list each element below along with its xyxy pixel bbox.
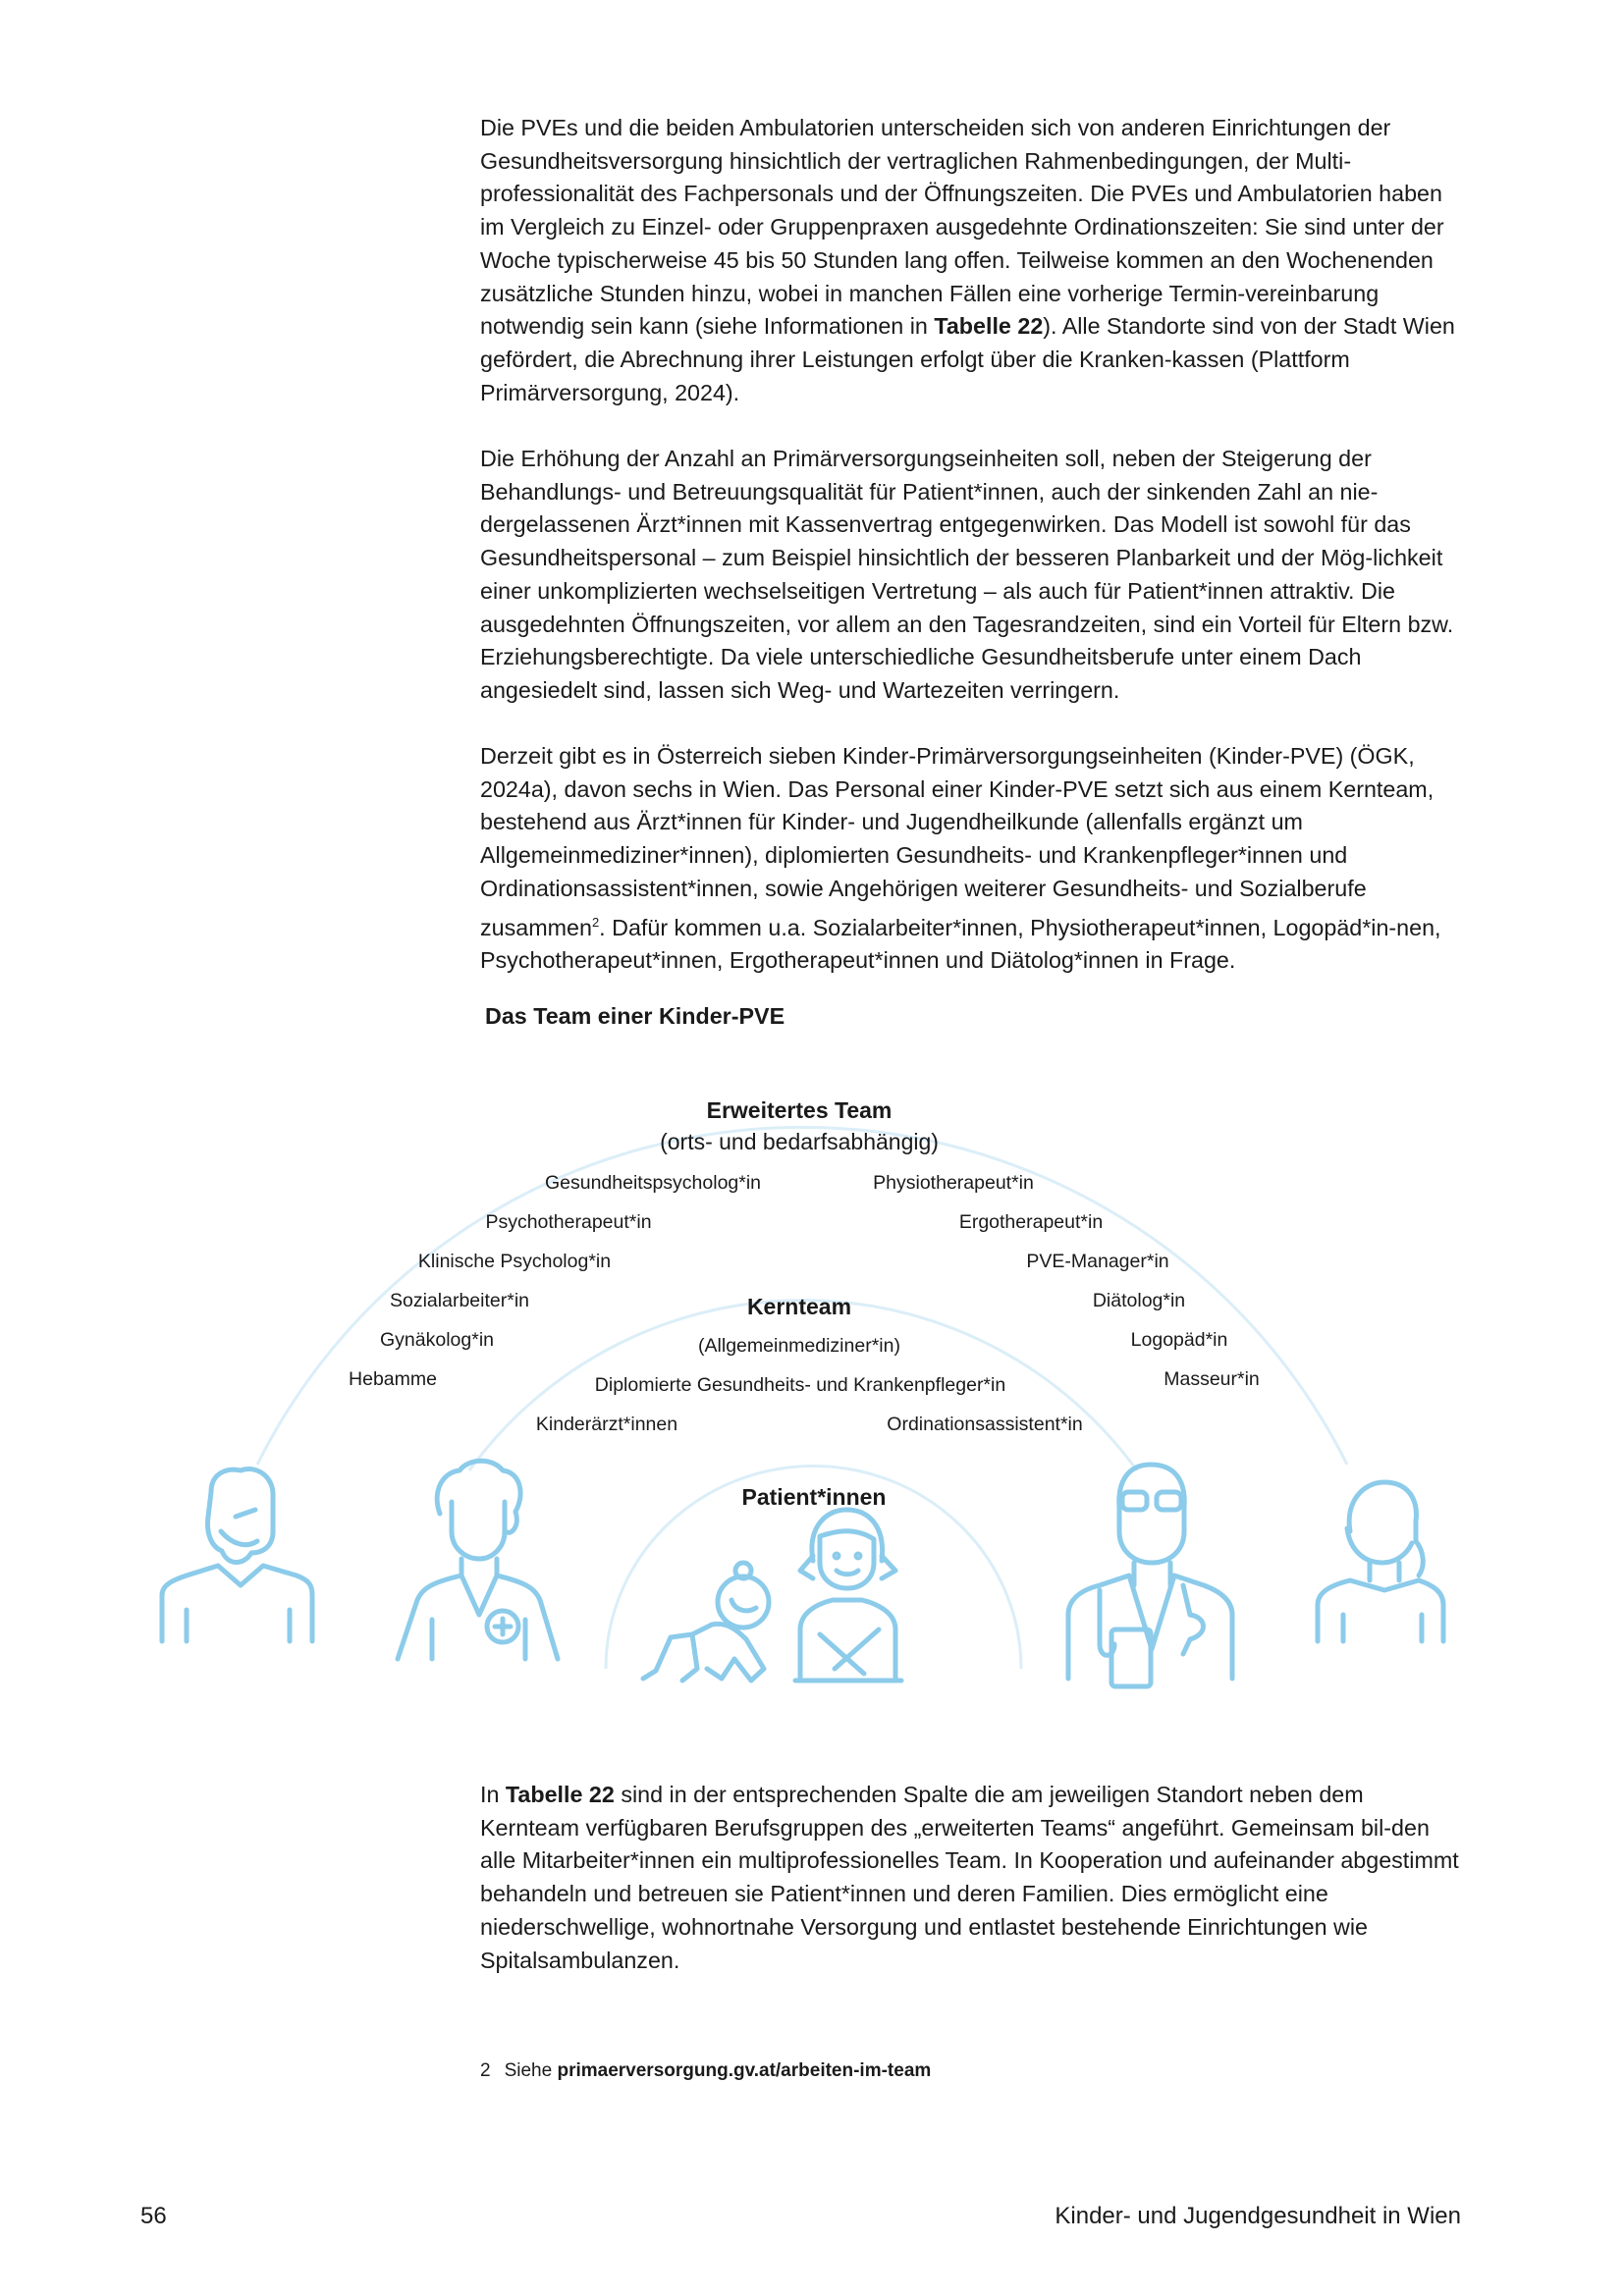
p4-table-ref: Tabelle 22 [505,1782,615,1807]
extended-left-5: Hebamme [349,1368,437,1390]
footnote-link[interactable]: primaerversorgung.gv.at/arbeiten-im-team [557,2060,932,2081]
p3-text-a: Derzeit gibt es in Österreich sieben Kinder-Primärversorgungseinheiten (Kinder-PVE) (ÖGK, 2024a), davon sechs in Wien. Das Personal einer Kinder-PVE setzt sich aus einem Kernteam, bestehend aus Ärzt*innen für Kinder- und Jugendheilkunde (allenfalls ergänzt um Allgemeinmediziner*innen), diplomierten Gesundheits- und Krankenpfleger*innen und Ordinationsassistent*innen, sowie Angehörigen weiterer Gesundheits- und Sozialberufe zusammen [480,743,1435,940]
footnote-number: 2 [480,2060,491,2081]
extended-right-0: Physiotherapeut*in [873,1172,1034,1194]
paragraph-1 [480,112,1462,409]
p4-text-b: sind in der entsprechenden Spalte die am jeweiligen Standort neben dem Kernteam verfügbaren Berufsgruppen des „erweiterten Teams“ angeführt. Gemeinsam bil-den alle Mitarbeiter*innen ein multiprofessionelles Team. In Kooperation und aufeinander abgestimmt behandeln und betreuen sie Patient*innen und deren Familien. Dies ermöglicht eine niederschwellige, wohnortnahe Versorgung und entlastet bestehende Einrichtungen wie Spitalsambulanzen. [480,1782,1459,1973]
p3-text-b: . Dafür kommen u.a. Sozialarbeiter*innen, Physiotherapeut*innen, Logopäd*in-nen, Psychotherapeut*innen, Ergotherapeut*innen und Diätolog*innen in Frage. [480,914,1441,973]
paragraph-4 [480,1779,1462,1977]
paragraph-2: Die Erhöhung der Anzahl an Primärversorgungseinheiten soll, neben der Steigerung der Behandlungs- und Betreuungsqualität für Patient*innen, auch der sinkenden Zahl an nie-dergelassenen Ärzt*innen mit Kassenvertrag entgegenwirken. Das Modell ist sowohl für das Gesundheitspersonal – zum Beispiel hinsichtlich der besseren Planbarkeit und der Mög-lichkeit einer unkomplizierten wechselseitigen Vertretung – als auch für Patient*innen attraktiv. Die ausgedehnten Öffnungszeiten, vor allem an den Tagesrandzeiten, sind ein Vorteil für Eltern bzw. Erziehungsberechtigte. Da viele unterschiedliche Gesundheitsberufe unter einem Dach angesiedelt sind, lassen sich Weg- und Wartezeiten verringern. [480,446,1454,703]
paragraph-3 [480,740,1462,978]
team-diagram [0,1041,1624,1737]
p4-text-a: In [480,1782,506,1807]
footer-title: Kinder- und Jugendgesundheit in Wien [1055,2203,1461,2229]
extended-right-2: PVE-Manager*in [1026,1251,1169,1272]
doctor-icon [1068,1465,1232,1686]
page-number: 56 [140,2203,167,2229]
extended-left-0: Gesundheitspsycholog*in [544,1172,762,1194]
baby-icon [643,1563,769,1681]
woman-icon [1318,1482,1443,1641]
core-team-item-1: Diplomierte Gesundheits- und Krankenpfleger*in [594,1374,1006,1396]
p1-text-a: Die PVEs und die beiden Ambulatorien unterscheiden sich von anderen Einrichtungen der Gesundheitsversorgung hinsichtlich der vertraglichen Rahmenbedingungen, der Multi-professionalität des Fachpersonals und der Öffnungszeiten. Die PVEs und Ambulatorien haben im Vergleich zu Einzel- oder Gruppenpraxen ausgedehnte Ordinationszeiten: Sie sind unter der Woche typischerweise 45 bis 50 Stunden lang offen. Teilweise kommen an den Wochenenden zusätzliche Stunden hinzu, wobei in manchen Fällen eine vorherige Termin-vereinbarung notwendig sein kann (siehe Informationen in [480,115,1444,340]
extended-left-4: Gynäkolog*in [380,1329,494,1351]
extended-right-3: Diätolog*in [1092,1290,1186,1311]
extended-team-heading: Erweitertes Team [706,1097,893,1123]
man-icon [162,1469,312,1641]
core-team-item-2: Kinderärzt*innen [535,1414,678,1435]
extended-team-subheading: (orts- und bedarfsabhängig) [660,1129,939,1154]
footnote [480,2060,931,2082]
extended-left-1: Psychotherapeut*in [485,1211,652,1233]
core-team-item-0: (Allgemeinmediziner*in) [698,1335,900,1357]
footnote-marker: 2 [591,914,600,930]
figure-title: Das Team einer Kinder-PVE [485,1003,785,1029]
footnote-prefix: Siehe [504,2060,553,2081]
extended-right-1: Ergotherapeut*in [958,1211,1104,1233]
extended-right-5: Masseur*in [1164,1368,1260,1390]
extended-left-2: Klinische Psycholog*in [417,1251,612,1272]
p1-table-ref: Tabelle 22 [934,313,1044,340]
core-team-item-3: Ordinationsassistent*in [887,1414,1083,1435]
nurse-icon [398,1461,558,1659]
girl-icon [795,1510,901,1681]
patients-heading: Patient*innen [741,1484,887,1510]
extended-left-3: Sozialarbeiter*in [390,1290,529,1311]
core-team-heading: Kernteam [746,1294,852,1319]
p1-text-b: ). Alle Standorte sind von der Stadt Wien gefördert, die Abrechnung ihrer Leistungen erfolgt über die Kranken-kassen (Plattform Primärversorgung, 2024). [480,313,1455,405]
extended-right-4: Logopäd*in [1130,1329,1228,1351]
